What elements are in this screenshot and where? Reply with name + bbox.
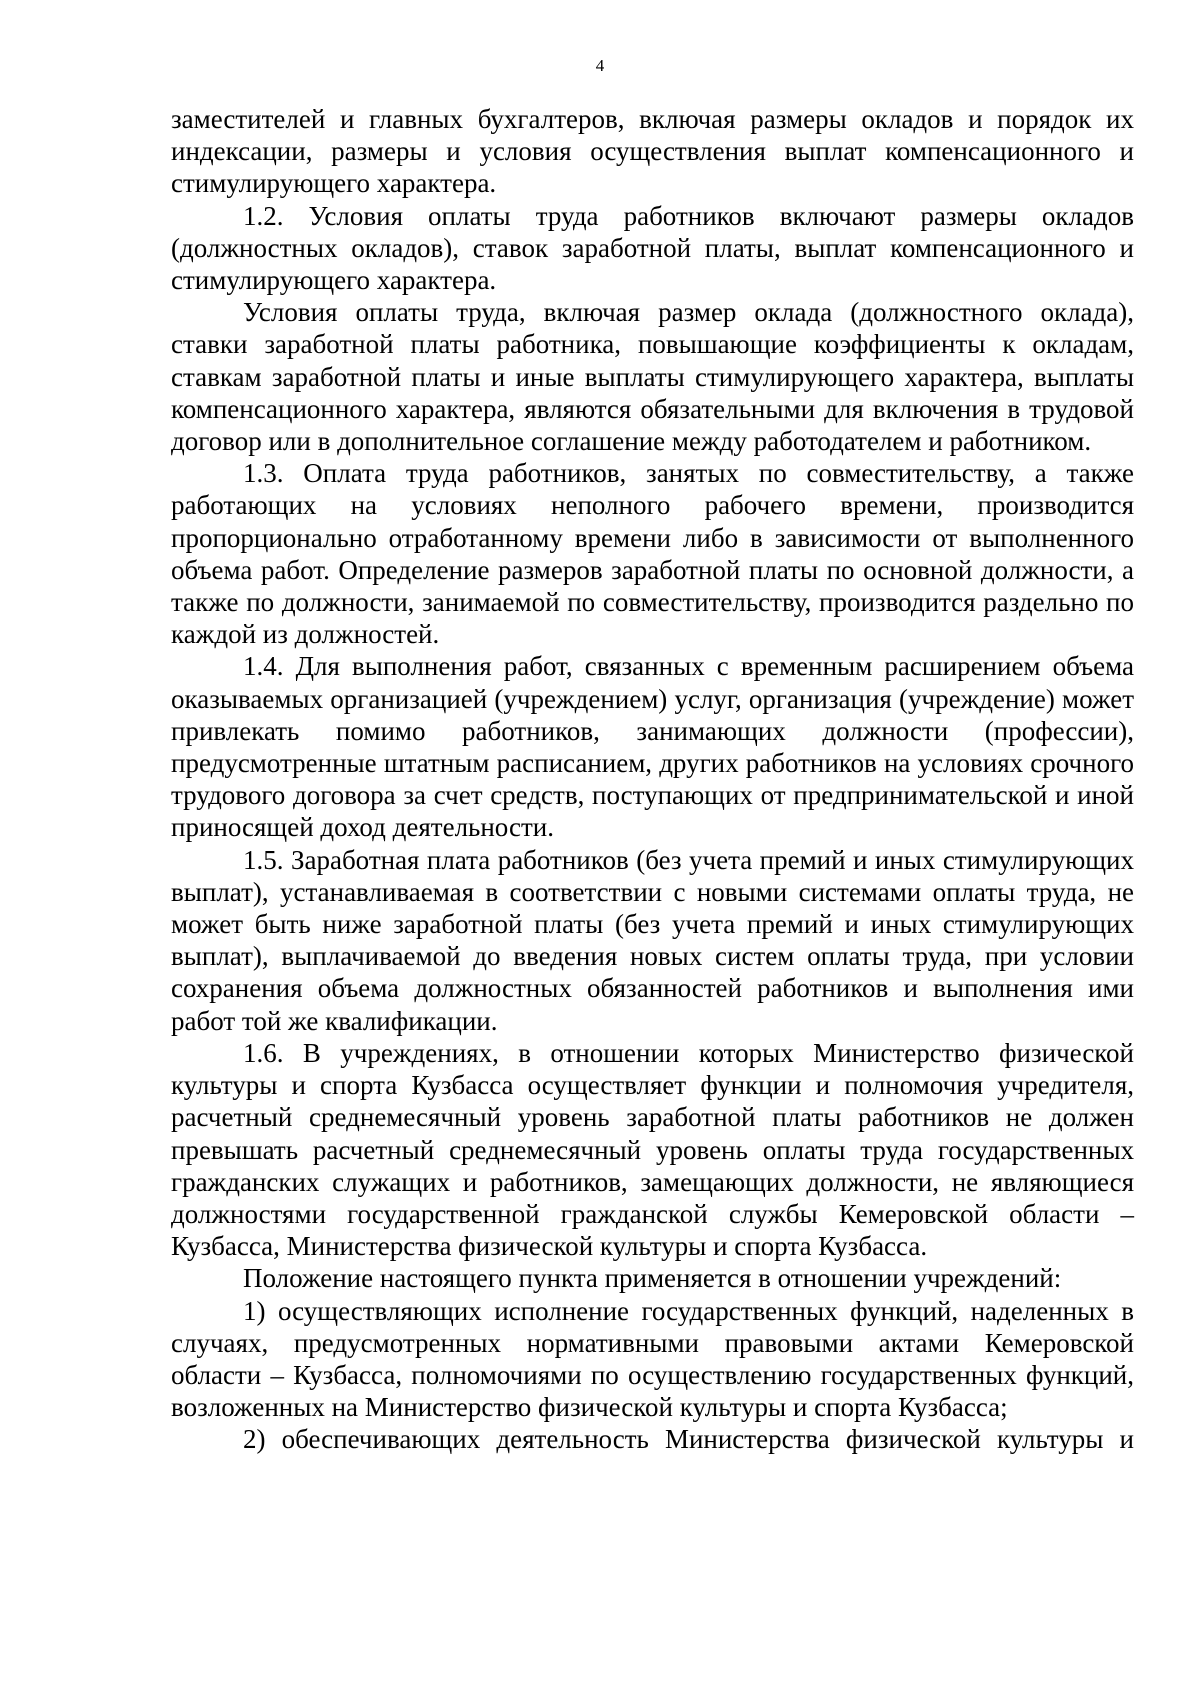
paragraph-continuation: заместителей и главных бухгалтеров, включая размеры окладов и порядок их индексации, размеры и условия осуществления выплат компенсационного и стимулирующего характера.: [171, 104, 1134, 199]
paragraph-1-2: 1.2. Условия оплаты труда работников включают размеры окладов (должностных окладов), ставок заработной платы, выплат компенсационного и стимулирующего характера.: [171, 200, 1134, 296]
paragraph-1-6: 1.6. В учреждениях, в отношении которых Министерство физической культуры и спорта Кузбасса осуществляет функции и полномочия учредителя, расчетный среднемесячный уровень заработной платы работников не должен превышать расчетный среднемесячный уровень оплаты труда государственных гражданских служащих и работников, замещающих должности, не являющиеся должностями государственной гражданской службы Кемеровской области – Кузбасса, Министерства физической культуры и спорта Кузбасса.: [171, 1037, 1134, 1262]
list-item-1: 1) осуществляющих исполнение государственных функций, наделенных в случаях, предусмотренных нормативными правовыми актами Кемеровской области – Кузбасса, полномочиями по осуществлению государственных функций, возложенных на Министерство физической культуры и спорта Кузбасса;: [171, 1295, 1134, 1423]
page-number: 4: [595, 56, 605, 75]
paragraph-scope: Положение настоящего пункта применяется в отношении учреждений:: [243, 1263, 1062, 1294]
document-body: [171, 103, 1134, 1456]
paragraph-pay-conditions: Условия оплаты труда, включая размер оклада (должностного оклада), ставки заработной платы работника, повышающие коэффициенты к окладам, ставкам заработной платы и иные выплаты стимулирующего характера, выплаты компенсационного характера, являются обязательными для включения в трудовой договор или в дополнительное соглашение между работодателем и работником.: [171, 297, 1134, 457]
paragraph-1-3: 1.3. Оплата труда работников, занятых по совместительству, а также работающих на условиях неполного рабочего времени, производится пропорционально отработанному времени либо в зависимости от выполненного объема работ. Определение размеров заработной платы по основной должности, а также по должности, занимаемой по совместительству, производится раздельно по каждой из должностей.: [171, 458, 1134, 650]
list-item-2: 2) обеспечивающих деятельность Министерства физической культуры и: [243, 1424, 1134, 1455]
paragraph-1-5: 1.5. Заработная плата работников (без учета премий и иных стимулирующих выплат), устанавливаемая в соответствии с новыми системами оплаты труда, не может быть ниже заработной платы (без учета премий и иных стимулирующих выплат), выплачиваемой до введения новых систем оплаты труда, при условии сохранения объема должностных обязанностей работников и выполнения ими работ той же квалификации.: [171, 844, 1134, 1036]
paragraph-1-4: 1.4. Для выполнения работ, связанных с временным расширением объема оказываемых организацией (учреждением) услуг, организация (учреждение) может привлекать помимо работников, занимающих должности (профессии), предусмотренные штатным расписанием, других работников на условиях срочного трудового договора за счет средств, поступающих от предпринимательской и иной приносящей доход деятельности.: [171, 651, 1134, 843]
